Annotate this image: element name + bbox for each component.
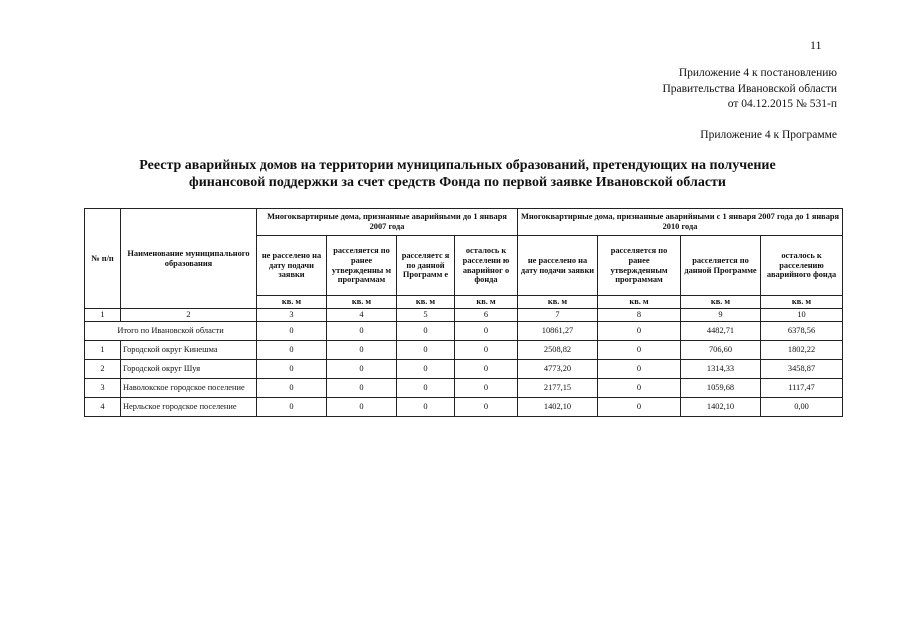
subheader-5: не расселено на дату подачи заявки	[518, 236, 598, 296]
table-cell: 0	[598, 360, 681, 379]
table-cell: 1402,10	[681, 398, 761, 417]
total-cell: 6378,56	[761, 322, 843, 341]
subheader-1: не расселено на дату подачи заявки	[257, 236, 327, 296]
annex-line-1: Приложение 4 к постановлению	[678, 67, 837, 79]
table-cell: 0	[257, 398, 327, 417]
municipality-name: Наволокское городское поселение	[121, 379, 257, 398]
annex-block	[662, 66, 837, 113]
column-number: 1	[85, 309, 121, 322]
table-cell: 0	[598, 379, 681, 398]
unit-cell: кв. м	[761, 296, 843, 309]
header-group-1: Многоквартирные дома, признанные аварийными до 1 января 2007 года	[257, 209, 518, 236]
table-cell: 1314,33	[681, 360, 761, 379]
table-cell: 0	[257, 341, 327, 360]
table-cell: 4773,20	[518, 360, 598, 379]
table-cell: 0	[598, 398, 681, 417]
page-number: 11	[810, 38, 822, 52]
table-cell: 0	[397, 398, 455, 417]
municipality-name: Городской округ Шуя	[121, 360, 257, 379]
column-number: 4	[327, 309, 397, 322]
table-row	[85, 379, 843, 398]
header-name: Наименование муниципального образования	[121, 209, 257, 309]
header-num: № п/п	[85, 209, 121, 309]
table-cell: 0,00	[761, 398, 843, 417]
total-cell: 0	[598, 322, 681, 341]
row-number: 3	[85, 379, 121, 398]
total-cell: 0	[327, 322, 397, 341]
total-cell: 0	[397, 322, 455, 341]
subheader-6: расселяется по ранее утвержденным программам	[598, 236, 681, 296]
subheader-7: расселяется по данной Программе	[681, 236, 761, 296]
table-cell: 0	[455, 341, 518, 360]
table-cell: 1059,68	[681, 379, 761, 398]
unit-cell: кв. м	[397, 296, 455, 309]
unit-cell: кв. м	[257, 296, 327, 309]
table-cell: 2508,82	[518, 341, 598, 360]
table-row	[85, 341, 843, 360]
column-number: 10	[761, 309, 843, 322]
table-row	[85, 360, 843, 379]
table-cell: 706,60	[681, 341, 761, 360]
table-cell: 0	[598, 341, 681, 360]
table-cell: 0	[455, 398, 518, 417]
title-line-1: Реестр аварийных домов на территории муниципальных образований, претендующих на получение	[139, 158, 776, 173]
table-cell: 0	[257, 360, 327, 379]
table-cell: 0	[327, 398, 397, 417]
row-number: 4	[85, 398, 121, 417]
table-cell: 0	[397, 360, 455, 379]
municipality-name: Нерльское городское поселение	[121, 398, 257, 417]
header-group-2: Многоквартирные дома, признанные аварийными с 1 января 2007 года до 1 января 2010 года	[518, 209, 843, 236]
total-cell: 10861,27	[518, 322, 598, 341]
row-number: 1	[85, 341, 121, 360]
unit-cell: кв. м	[455, 296, 518, 309]
table-cell: 0	[327, 360, 397, 379]
subheader-8: осталось к расселению аварийного фонда	[761, 236, 843, 296]
total-cell: 0	[455, 322, 518, 341]
table-cell: 0	[257, 379, 327, 398]
table-cell: 3458,87	[761, 360, 843, 379]
unit-cell: кв. м	[681, 296, 761, 309]
annex-line-3: от 04.12.2015 № 531-п	[727, 98, 837, 110]
total-row	[85, 322, 843, 341]
total-cell: 0	[257, 322, 327, 341]
table-cell: 0	[327, 379, 397, 398]
unit-cell: кв. м	[327, 296, 397, 309]
table-cell: 2177,15	[518, 379, 598, 398]
total-label: Итого по Ивановской области	[85, 322, 257, 341]
column-number: 9	[681, 309, 761, 322]
title-line-2: финансовой поддержки за счет средств Фонда по первой заявке Ивановской области	[189, 175, 726, 190]
table-cell: 0	[455, 360, 518, 379]
table-cell: 1402,10	[518, 398, 598, 417]
table-cell: 1802,22	[761, 341, 843, 360]
column-number: 2	[121, 309, 257, 322]
column-number: 6	[455, 309, 518, 322]
unit-cell: кв. м	[518, 296, 598, 309]
annex-line-2: Правительства Ивановской области	[662, 82, 837, 95]
table-cell: 0	[397, 341, 455, 360]
total-cell: 4482,71	[681, 322, 761, 341]
column-number: 7	[518, 309, 598, 322]
column-number: 3	[257, 309, 327, 322]
subheader-4: осталось к расселени ю аварийног о фонда	[455, 236, 518, 296]
table-cell: 1117,47	[761, 379, 843, 398]
column-number: 5	[397, 309, 455, 322]
subheader-2: расселяется по ранее утвержденны м программам	[327, 236, 397, 296]
annex-program: Приложение 4 к Программе	[700, 129, 837, 141]
column-number: 8	[598, 309, 681, 322]
municipality-name: Городской округ Кинешма	[121, 341, 257, 360]
table-row	[85, 398, 843, 417]
unit-cell: кв. м	[598, 296, 681, 309]
registry-table	[84, 208, 843, 417]
table-cell: 0	[327, 341, 397, 360]
table-cell: 0	[397, 379, 455, 398]
row-number: 2	[85, 360, 121, 379]
table-cell: 0	[455, 379, 518, 398]
subheader-3: расселяетс я по данной Программ е	[397, 236, 455, 296]
document-title	[90, 157, 825, 191]
